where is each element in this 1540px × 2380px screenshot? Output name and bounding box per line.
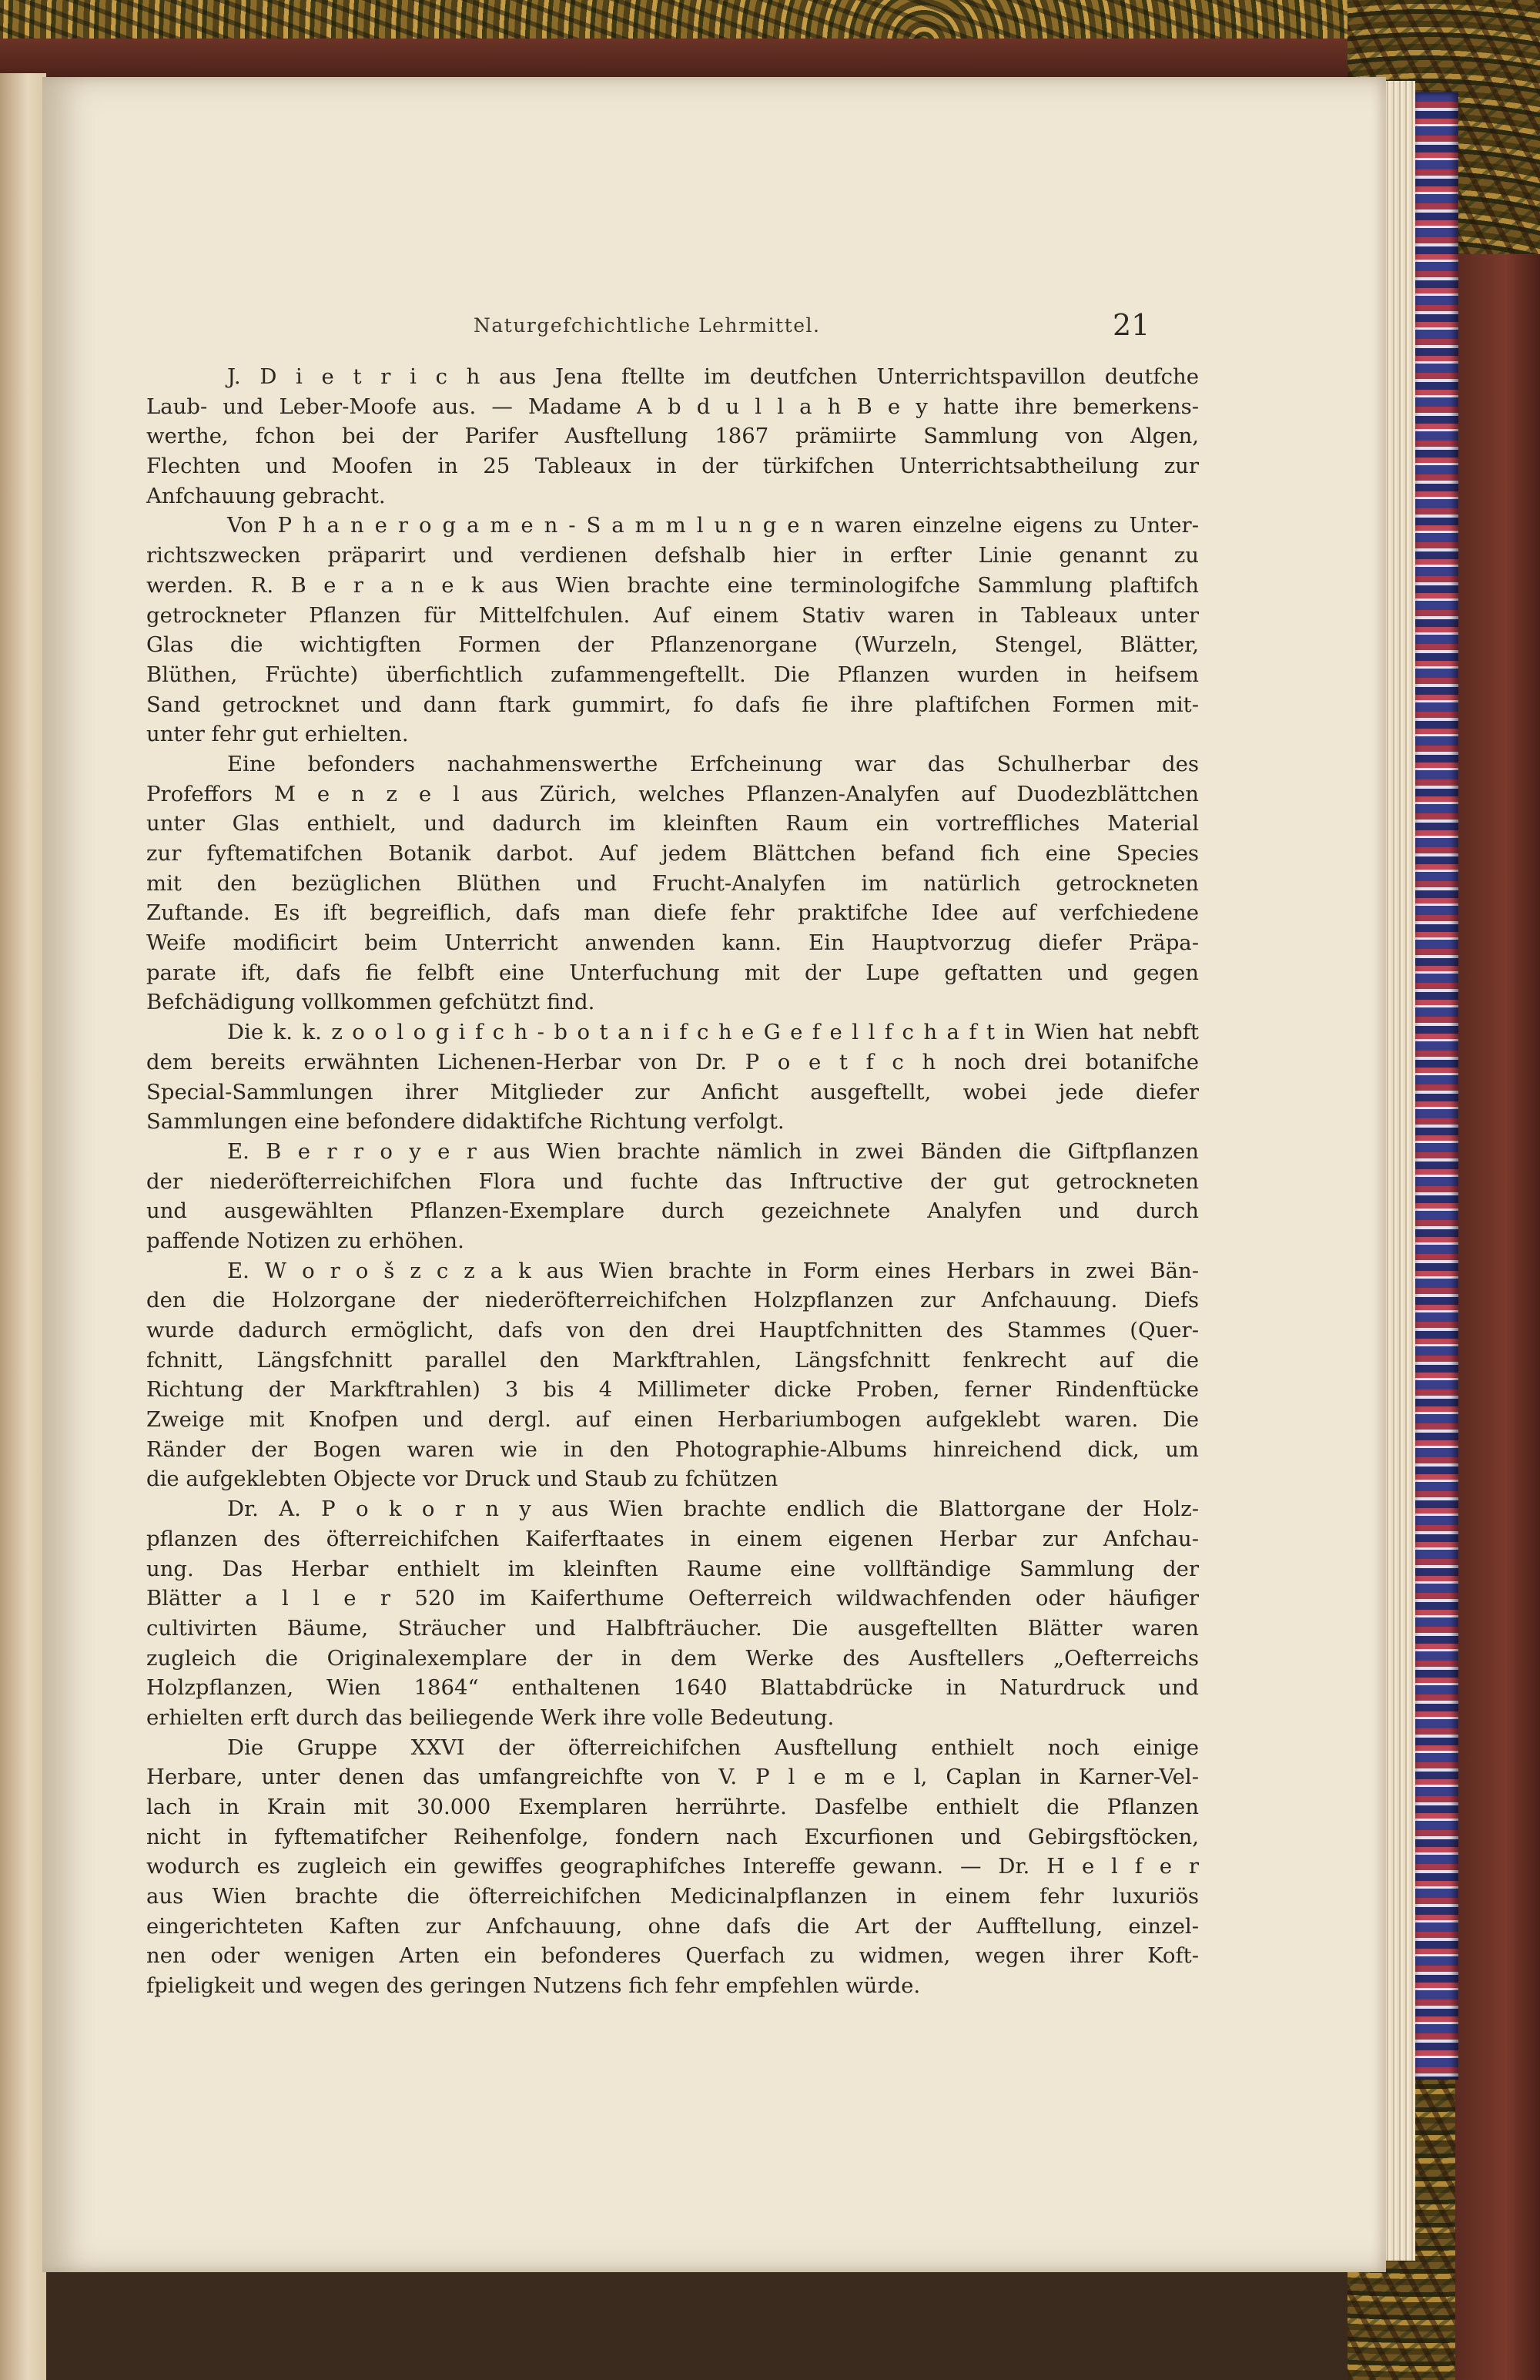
text-line: richtszwecken präparirt und verdienen defshalb hier in erfter Linie genannt zu (146, 543, 1199, 568)
text-line: Profeffors M e n z e l aus Zürich, welches Pflanzen-Analyfen auf Duodezblättchen (146, 781, 1199, 806)
text-line: Ränder der Bogen waren wie in den Photographie-Albums hinreichend dick, um (146, 1436, 1199, 1462)
text-line: Herbare, unter denen das umfangreichfte von V. P l e m e l, Caplan in Karner-Vel- (146, 1765, 1199, 1790)
text-line: Laub- und Leber-Moofe aus. — Madame A b d u l l a h B e y hatte ihre bemerkens- (146, 394, 1199, 419)
text-line: pflanzen des öfterreichifchen Kaiferftaates in einem eigenen Herbar zur Anfchau- (146, 1526, 1199, 1551)
book-marbled-endpaper (1411, 92, 1458, 2080)
text-line: Von P h a n e r o g a m e n - S a m m l u n g e n waren einzelne eigens zu Unter- (227, 513, 1199, 538)
text-line: aus Wien brachte die öfterreichifchen Medicinalpflanzen in einem fehr luxuriös (146, 1884, 1199, 1909)
text-line: getrockneter Pflanzen für Mittelfchulen. Auf einem Stativ waren in Tableaux unter (146, 602, 1199, 628)
text-line: dem bereits erwähnten Lichenen-Herbar von Dr. P o e t f c h noch drei botanifche (146, 1049, 1199, 1074)
text-line: unter Glas enthielt, und dadurch im kleinften Raum ein vortreffliches Material (146, 811, 1199, 836)
text-line: Sand getrocknet und dann ftark gummirt, fo dafs fie ihre plaftifchen Formen mit- (146, 692, 1199, 717)
text-line: Weife modificirt beim Unterricht anwenden kann. Ein Hauptvorzug diefer Präpa- (146, 930, 1199, 956)
text-line: Glas die wichtigften Formen der Pflanzenorgane (Wurzeln, Stengel, Blätter, (146, 632, 1199, 658)
book-page (42, 77, 1386, 2272)
text-line: E. W o r o š z c z a k aus Wien brachte in Form eines Herbars in zwei Bän- (227, 1258, 1199, 1283)
text-line: eingerichteten Kaften zur Anfchauung, ohne dafs die Art der Aufftellung, einzel- (146, 1913, 1199, 1939)
book-leather-binding-right (1455, 254, 1540, 2380)
page-header (42, 308, 1386, 354)
text-line: und ausgewählten Pflanzen-Exemplare durch gezeichnete Analyfen und durch (146, 1198, 1199, 1224)
text-line: die aufgeklebten Objecte vor Druck und Staub zu fchützen (146, 1467, 778, 1492)
text-line: Holzpflanzen, Wien 1864“ enthaltenen 1640 Blattabdrücke in Naturdruck und (146, 1675, 1199, 1701)
text-line: E. B e r r o y e r aus Wien brachte nämlich in zwei Bänden die Giftpflanzen (227, 1138, 1199, 1164)
text-line: mit den bezüglichen Blüthen und Frucht-Analyfen im natürlich getrockneten (146, 870, 1199, 896)
text-line: Richtung der Markftrahlen) 3 bis 4 Millimeter dicke Proben, ferner Rindenftücke (146, 1377, 1199, 1403)
text-line: der niederöfterreichifchen Flora und fuchte das Inftructive der gut getrockneten (146, 1168, 1199, 1194)
text-line: Die k. k. z o o l o g i f c h - b o t a n i f c h e G e f e l l f c h a f t in Wien hat nebft (227, 1020, 1199, 1045)
body-text (146, 362, 1199, 2001)
page-number: 21 (1113, 308, 1150, 342)
text-line: wurde dadurch ermöglicht, dafs von den drei Hauptfchnitten des Stammes (Quer- (146, 1318, 1199, 1343)
text-line: Special-Sammlungen ihrer Mitglieder zur Anficht ausgeftellt, wobei jede diefer (146, 1079, 1199, 1105)
text-line: Anfchauung gebracht. (146, 483, 386, 508)
text-line: nen oder wenigen Arten ein befonderes Querfach zu widmen, wegen ihrer Koft- (146, 1943, 1199, 1969)
text-line: zur fyftematifchen Botanik darbot. Auf jedem Blättchen befand fich eine Species (146, 841, 1199, 866)
text-line: wodurch es zugleich ein gewiffes geographifches Intereffe gewann. — Dr. H e l f e r (146, 1854, 1199, 1879)
text-line: Dr. A. P o k o r n y aus Wien brachte endlich die Blattorgane der Holz- (227, 1497, 1199, 1522)
facing-page-edge (0, 73, 46, 2380)
text-line: zugleich die Originalexemplare der in dem Werke des Ausftellers „Oefterreichs (146, 1645, 1199, 1671)
text-line: Zweige mit Knofpen und dergl. auf einen Herbariumbogen aufgeklebt waren. Die (146, 1407, 1199, 1433)
text-line: lach in Krain mit 30.000 Exemplaren herrührte. Dasfelbe enthielt die Pflanzen (146, 1795, 1199, 1819)
text-line: Die Gruppe XXVI der öfterreichifchen Ausftellung enthielt noch einige (227, 1735, 1199, 1760)
text-line: Eine befonders nachahmenswerthe Erfcheinung war das Schulherbar des (227, 751, 1199, 776)
text-line: cultivirten Bäume, Sträucher und Halbfträucher. Die ausgeftellten Blätter waren (146, 1615, 1199, 1641)
text-line: werthe, fchon bei der Parifer Ausftellung 1867 prämiirte Sammlung von Algen, (146, 424, 1199, 449)
running-title: Naturgefchichtliche Lehrmittel. (474, 314, 821, 337)
text-line: paffende Notizen zu erhöhen. (146, 1228, 464, 1253)
text-line: ung. Das Herbar enthielt im kleinften Raume eine vollftändige Sammlung der (146, 1556, 1199, 1581)
text-line: den die Holzorgane der niederöfterreichifchen Holzpflanzen zur Anfchauung. Diefs (146, 1288, 1199, 1313)
text-line: Blätter a l l e r 520 im Kaiferthume Oefterreich wildwachfenden oder häufiger (146, 1586, 1199, 1611)
text-line: nicht in fyftematifcher Reihenfolge, fondern nach Excurfionen und Gebirgsftöcken, (146, 1824, 1199, 1849)
text-line: unter fehr gut erhielten. (146, 722, 409, 747)
text-line: Zuftande. Es ift begreiflich, dafs man diefe fehr praktifche Idee auf verfchiedene (146, 900, 1199, 926)
text-line: werden. R. B e r a n e k aus Wien brachte eine terminologifche Sammlung plaftifch (146, 572, 1199, 598)
text-line: Befchädigung vollkommen gefchützt find. (146, 990, 595, 1015)
text-line: J. D i e t r i c h aus Jena ftellte im deutfchen Unterrichtspavillon deutfche (227, 364, 1199, 389)
text-line: erhielten erft durch das beiliegende Werk ihre volle Bedeutung. (146, 1705, 835, 1730)
text-line: Flechten und Moofen in 25 Tableaux in der türkifchen Unterrichtsabtheilung zur (146, 454, 1199, 479)
text-line: fchnitt, Längsfchnitt parallel den Markftrahlen, Längsfchnitt fenkrecht auf die (146, 1347, 1199, 1373)
text-line: Blüthen, Früchte) überfichtlich zufammengeftellt. Die Pflanzen wurden in heifsem (146, 662, 1199, 687)
text-line: Sammlungen eine befondere didaktifche Richtung verfolgt. (146, 1109, 785, 1135)
text-line: fpieligkeit und wegen des geringen Nutzens fich fehr empfehlen würde. (146, 1973, 921, 1999)
book-leather-binding-top (0, 39, 1540, 81)
text-line: parate ift, dafs fie felbft eine Unterfuchung mit der Lupe geftatten und gegen (146, 960, 1199, 985)
